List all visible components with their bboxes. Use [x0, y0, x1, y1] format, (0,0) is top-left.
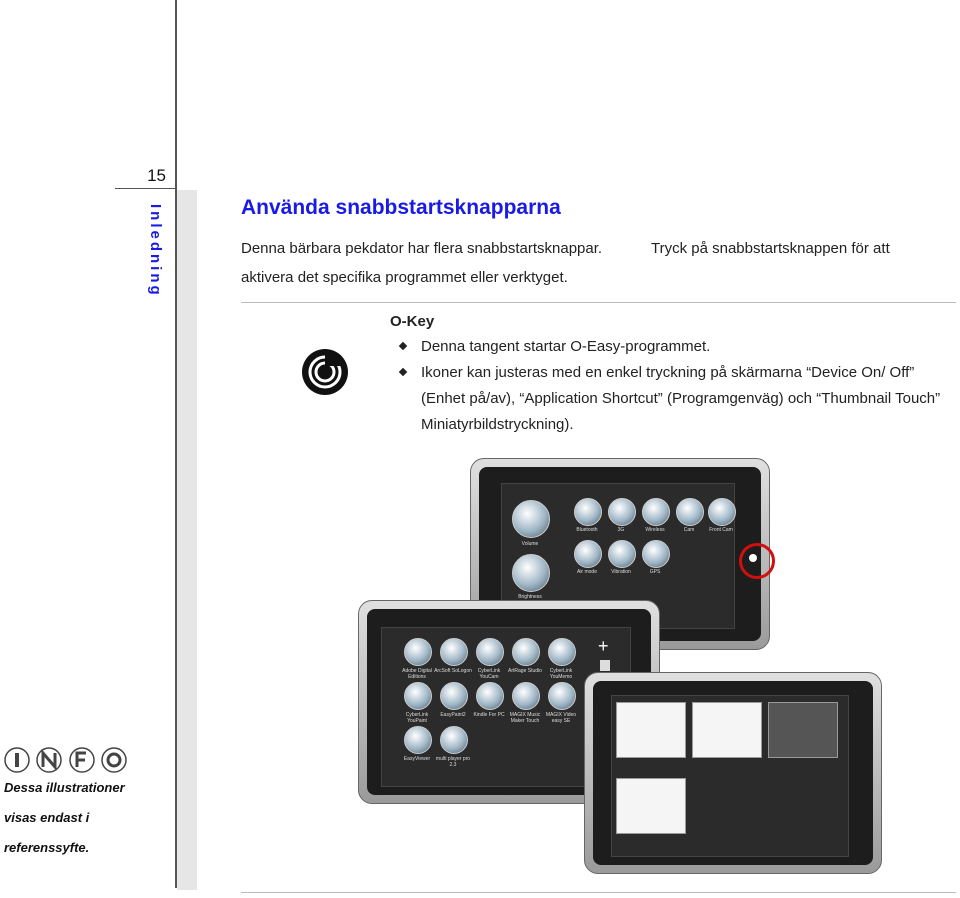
bullet-icon: [399, 342, 407, 350]
intro-line1b: Tryck på snabbstartsknappen för att: [651, 240, 890, 257]
app-icon: [476, 682, 504, 710]
note-line-1: Dessa illustrationer: [4, 780, 125, 795]
tablet-thumbnail-touch: [584, 672, 882, 874]
okey-highlight-ring: [739, 543, 775, 579]
info-logo-icon: [4, 747, 128, 773]
camera-icon: [676, 498, 704, 526]
app-icon: [512, 682, 540, 710]
tablet1-screen: Volume Brightness Bluetooth 3G Wireless Cam Front Cam Air mode Vibration GPS: [501, 483, 735, 629]
note-line-3: referenssyfte.: [4, 840, 90, 855]
trash-icon[interactable]: [600, 660, 610, 671]
app-icon: [440, 682, 468, 710]
3g-icon: [608, 498, 636, 526]
note-line-2: visas endast i: [4, 810, 90, 825]
page-title: Använda snabbstartsknapparna: [241, 196, 561, 219]
divider-bottom: [241, 892, 956, 893]
page-number-rule: [115, 188, 177, 189]
thumbnail[interactable]: [616, 778, 686, 834]
bluetooth-icon: [574, 498, 602, 526]
okey-heading: O-Key: [390, 313, 435, 330]
app-icon: [404, 682, 432, 710]
bullet-icon: [399, 368, 407, 376]
brightness-label: Brightness: [518, 594, 542, 600]
brightness-icon: [512, 554, 550, 592]
volume-label: Volume: [521, 541, 539, 547]
okey-button[interactable]: [749, 554, 757, 562]
section-label: Inledning: [147, 204, 164, 298]
page-number: 15: [147, 166, 166, 185]
vibration-icon: [608, 540, 636, 568]
front-camera-icon: [708, 498, 736, 526]
add-icon[interactable]: +: [598, 636, 609, 656]
tablet3-screen: [611, 695, 849, 857]
thumbnail[interactable]: [692, 702, 762, 758]
air-mode-icon: [574, 540, 602, 568]
wireless-icon: [642, 498, 670, 526]
side-shade: [177, 190, 197, 890]
intro-line2: aktivera det specifika programmet eller verktyget.: [241, 269, 568, 286]
divider-top: [241, 302, 956, 303]
intro-paragraph: [241, 234, 941, 292]
thumbnail[interactable]: [616, 702, 686, 758]
app-icon: [548, 682, 576, 710]
app-icon: [404, 726, 432, 754]
intro-line1a: Denna bärbara pekdator har flera snabbstartsknappar.: [241, 240, 603, 257]
app-icon: [440, 726, 468, 754]
app-icon: [548, 638, 576, 666]
tablet2-screen: Adobe Digital Editions ArcSoft SoLogon CyberLink YouCam ArtRage Studio CyberLink YouMemo CyberLink YouPaint EasyPaint2 Kindle For PC MAGIX Music Maker Touch MAGIX Video easy SE EasyViewer multi player pro 2.3 +: [381, 627, 631, 787]
app-icon: [440, 638, 468, 666]
thumbnail[interactable]: [768, 702, 838, 758]
o-key-icon: [300, 347, 350, 397]
volume-icon: [512, 500, 550, 538]
app-icon: [512, 638, 540, 666]
gps-icon: [642, 540, 670, 568]
app-icon: [476, 638, 504, 666]
app-icon: [404, 638, 432, 666]
